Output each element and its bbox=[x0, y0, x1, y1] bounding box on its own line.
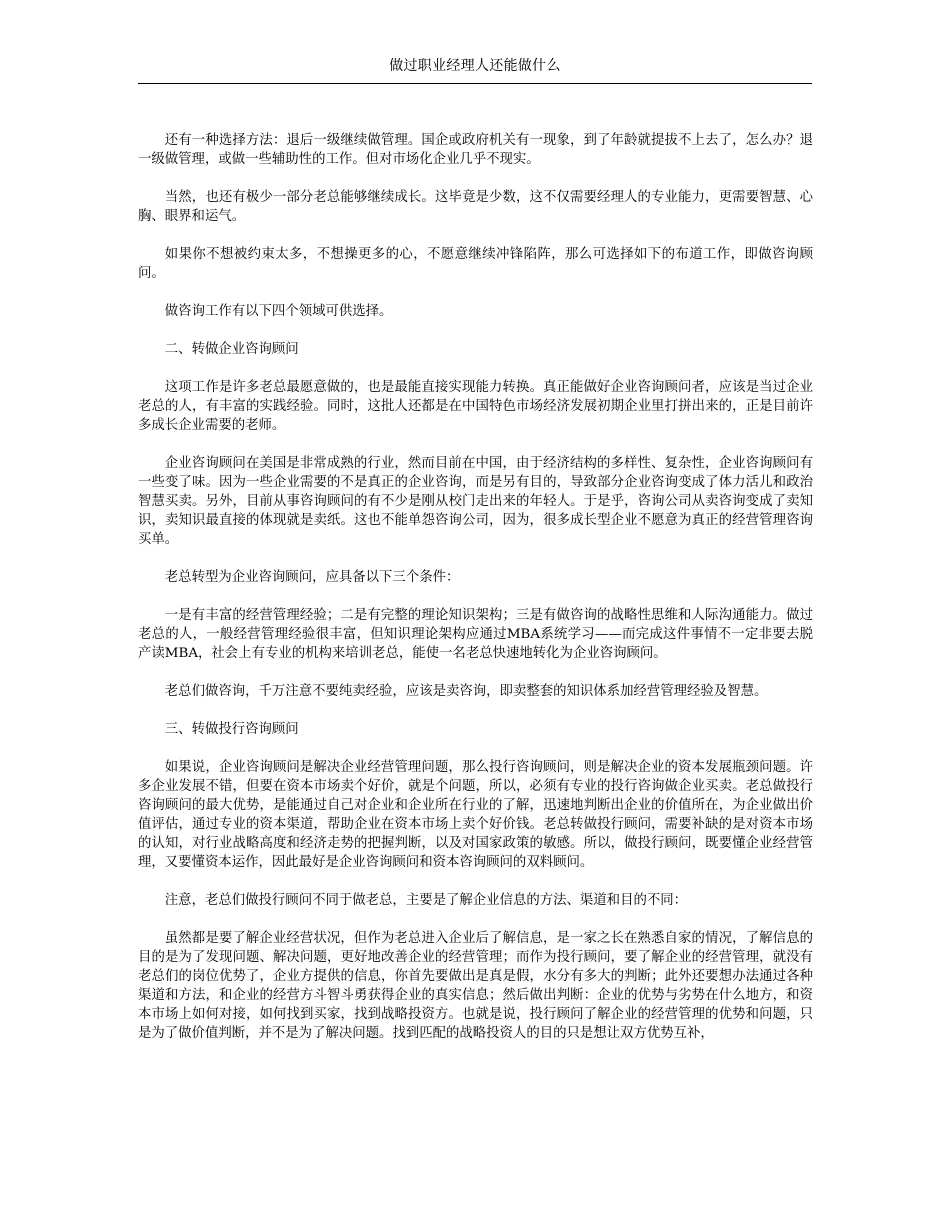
paragraph-11: 注意，老总们做投行顾问不同于做老总，主要是了解企业信息的方法、渠道和目的不同： bbox=[164, 893, 688, 908]
paragraph-3: 如果你不想被约束太多，不想操更多的心，不愿意继续冲锋陷阵，那么可选择如下的布道工作，即做咨询顾问。 bbox=[138, 247, 813, 281]
paragraph-9: 老总们做咨询，千万注意不要纯卖经验，应该是卖咨询，即卖整套的知识体系加经营管理经验及智慧。 bbox=[164, 684, 768, 699]
paragraph-8: 一是有丰富的经营管理经验；二是有完整的理论知识架构；三是有做咨询的战略性思维和人际沟通能力。做过老总的人，一般经营管理经验很丰富，但知识理论架构应通过MBA系统学习——而完成这件事情不一定非要去脱产读MBA，社会上有专业的机构来培训老总，能使一名老总快速地转化为企业咨询顾问。 bbox=[138, 608, 813, 661]
paragraph-5: 这项工作是许多老总最愿意做的，也是最能直接实现能力转换。真正能做好企业咨询顾问者，应该是当过企业老总的人，有丰富的实践经验。同时，这批人还都是在中国特色市场经济发展初期企业里打拼出来的，正是目前许多成长企业需要的老师。 bbox=[138, 380, 813, 433]
paragraph-6: 企业咨询顾问在美国是非常成熟的行业，然而目前在中国，由于经济结构的多样性、复杂性，企业咨询顾问有一些变了味。因为一些企业需要的不是真正的企业咨询，而是另有目的，导致部分企业咨询变成了体力活儿和政治智慧买卖。另外，目前从事咨询顾问的有不少是刚从校门走出来的年轻人。于是乎，咨询公司从卖咨询变成了卖知识，卖知识最直接的体现就是卖纸。这也不能单怨咨询公司，因为，很多成长型企业不愿意为真正的经营管理咨询买单。 bbox=[138, 456, 813, 547]
header-divider bbox=[138, 83, 812, 84]
document-body bbox=[138, 131, 813, 1062]
paragraph-2: 当然，也还有极少一部分老总能够继续成长。这毕竟是少数，这不仅需要经理人的专业能力，更需要智慧、心胸、眼界和运气。 bbox=[138, 190, 813, 224]
paragraph-4: 做咨询工作有以下四个领域可供选择。 bbox=[164, 304, 393, 319]
paragraph-7: 老总转型为企业咨询顾问，应具备以下三个条件： bbox=[164, 570, 460, 585]
paragraph-1: 还有一种选择方法：退后一级继续做管理。国企或政府机关有一现象，到了年龄就提拔不上去了，怎么办？退一级做管理，或做一些辅助性的工作。但对市场化企业几乎不现实。 bbox=[138, 133, 813, 167]
page-header-title: 做过职业经理人还能做什么 bbox=[389, 58, 561, 74]
paragraph-10: 如果说，企业咨询顾问是解决企业经营管理问题，那么投行咨询顾问，则是解决企业的资本发展瓶颈问题。许多企业发展不错，但要在资本市场卖个好价，就是个问题，所以，必须有专业的投行咨询做企业买卖。老总做投行咨询顾问的最大优势，是能通过自己对企业和企业所在行业的了解，迅速地判断出企业的价值所在，为企业做出价值评估，通过专业的资本渠道，帮助企业在资本市场上卖个好价钱。老总转做投行顾问，需要补缺的是对资本市场的认知，对行业战略高度和经济走势的把握判断，以及对国家政策的敏感。所以，做投行顾问，既要懂企业经营管理，又要懂资本运作，因此最好是企业咨询顾问和资本咨询顾问的双料顾问。 bbox=[138, 760, 813, 870]
paragraph-12: 虽然都是要了解企业经营状况，但作为老总进入企业后了解信息，是一家之长在熟悉自家的情况，了解信息的目的是为了发现问题、解决问题，更好地改善企业的经营管理；而作为投行顾问，要了解企业的经营管理，就没有老总们的岗位优势了，企业方提供的信息，你首先要做出是真是假，水分有多大的判断；此外还要想办法通过各种渠道和方法，和企业的经营方斗智斗勇获得企业的真实信息；然后做出判断：企业的优势与劣势在什么地方，和资本市场上如何对接，如何找到买家，找到战略投资方。也就是说，投行顾问了解企业的经营管理的优势和问题，只是为了做价值判断，并不是为了解决问题。找到匹配的战略投资人的目的只是想让双方优势互补， bbox=[138, 931, 813, 1041]
section-heading-2: 二、转做企业咨询顾问 bbox=[164, 342, 299, 357]
section-heading-3: 三、转做投行咨询顾问 bbox=[164, 722, 299, 737]
